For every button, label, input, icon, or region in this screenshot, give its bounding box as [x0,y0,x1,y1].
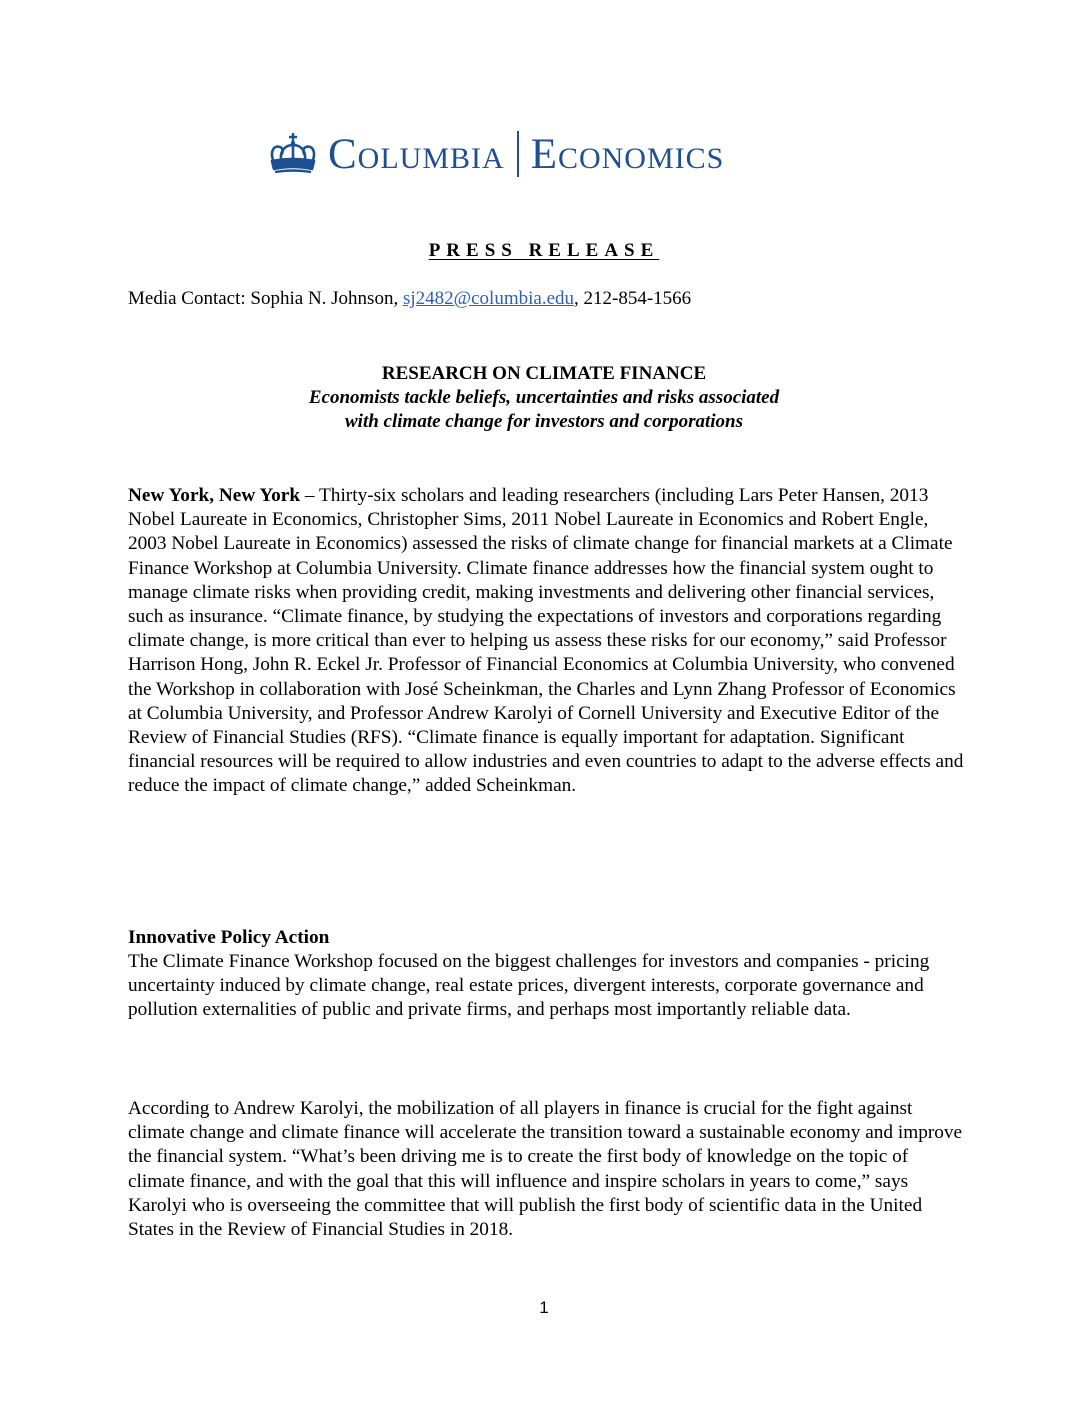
logo-divider [517,131,519,177]
media-contact-line [128,288,691,310]
crown-icon [268,131,318,177]
dateline: New York, New York [128,485,301,506]
media-contact-prefix: Media Contact: Sophia N. Johnson, [128,288,403,309]
media-contact-suffix: , 212-854-1566 [574,288,692,309]
headline-title: RESEARCH ON CLIMATE FINANCE [381,363,707,384]
headline-subtitle-line-1: Economists tackle beliefs, uncertainties and risks associated [308,387,780,408]
section-heading: Innovative Policy Action [128,927,330,948]
page-number: 1 [539,1298,549,1317]
headline-block [0,362,1088,434]
logo-wordmark-economics: Economics [530,130,725,178]
paragraph-1-text: – Thirty-six scholars and leading researchers (including Lars Peter Hansen, 2013 Nobel Laureate in Economics, Christopher Sims, 2011 Nobel Laureate in Economics and Robert Engle, 2003 Nobel Laureate in Economics) assessed the risks of climate change for financial markets at a Climate Finance Workshop at Columbia University. Climate finance addresses how the financial system ought to manage climate risks when providing credit, making investments and delivering other financial services, such as insurance. “Climate finance, by studying the expectations of investors and corporations regarding climate change, is more critical than ever to helping us assess these risks for our economy,” said Professor Harrison Hong, John R. Eckel Jr. Professor of Financial Economics at Columbia University, who convened the Workshop in collaboration with José Scheinkman, the Charles and Lynn Zhang Professor of Economics at Columbia University, and Professor Andrew Karolyi of Cornell University and Executive Editor of the Review of Financial Studies (RFS). “Climate finance is equally important for adaptation. Significant financial resources will be required to allow industries and even countries to adapt to the adverse effects and reduce the impact of climate change,” added Scheinkman. [128,485,964,797]
logo-wordmark-columbia: Columbia [328,130,505,178]
body-paragraph-1 [128,484,968,799]
media-contact-email-link[interactable]: sj2482@columbia.edu [402,288,575,309]
press-release-heading: PRESS RELEASE [428,240,660,261]
body-paragraph-3: According to Andrew Karolyi, the mobilization of all players in finance is crucial for the fight against climate change and climate finance will accelerate the transition toward a sustainable economy and improve the financial system. “What’s been driving me is to create the first body of knowledge on the topic of climate finance, and with the goal that this will influence and inspire scholars in years to come,” says Karolyi who is overseeing the committee that will publish the first body of scientific data in the United States in the Review of Financial Studies in 2018. [128,1098,963,1241]
headline-subtitle-line-2: with climate change for investors and corporations [345,411,743,432]
body-paragraph-2: The Climate Finance Workshop focused on the biggest challenges for investors and companies - pricing uncertainty induced by climate change, real estate prices, divergent interests, corporate governance and pollution externalities of public and private firms, and perhaps most importantly reliable data. [128,951,930,1021]
columbia-economics-logo [268,122,724,186]
